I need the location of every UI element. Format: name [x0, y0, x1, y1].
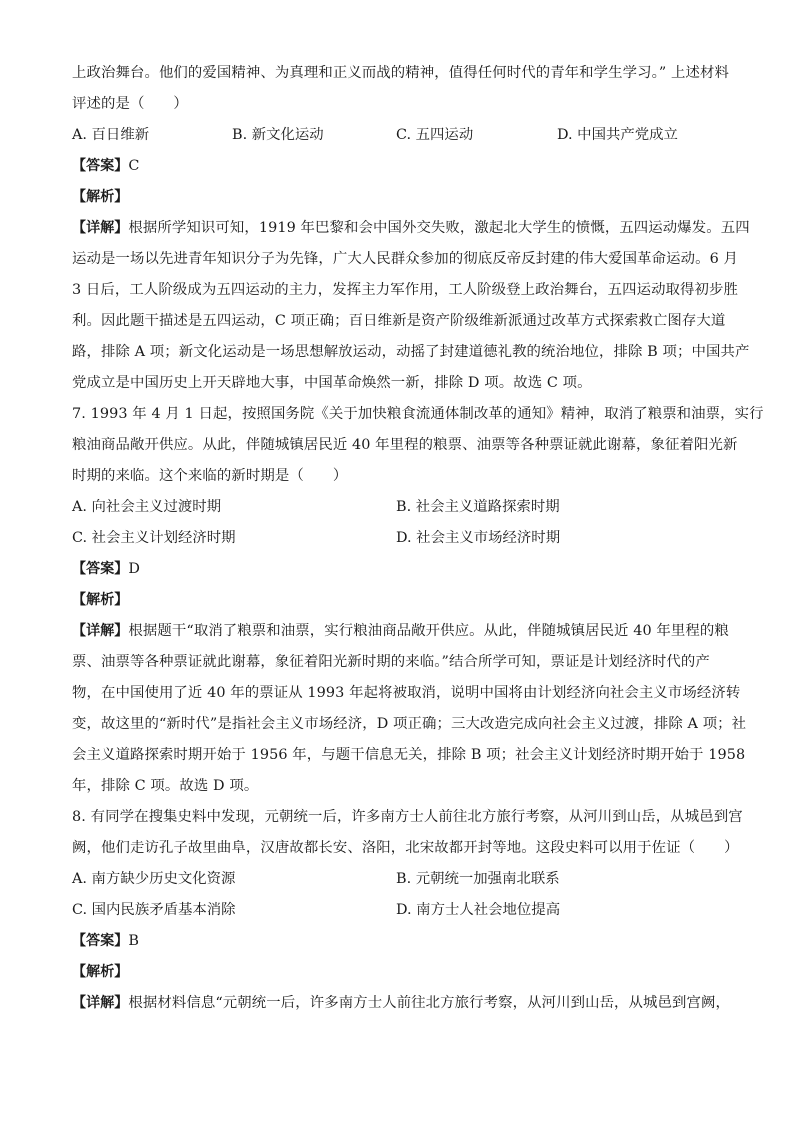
question-stem-line: 评述的是（ ） — [72, 96, 188, 112]
analysis-line — [72, 957, 722, 988]
option-b: B. 元朝统一加强南北联系 — [396, 871, 560, 887]
option-b: B. 社会主义道路探索时期 — [396, 499, 560, 515]
analysis-tag: 【解析】 — [72, 592, 129, 608]
answer-tag: 【答案】 — [72, 561, 129, 577]
detail-line: 利。因此题干描述是五四运动，C 项正确；百日维新是资产阶级维新派通过改革方式探索救亡图存大道 — [72, 313, 726, 329]
answer-value: C — [128, 158, 140, 174]
detail-line: 党成立是中国历史上开天辟地大事，中国革命焕然一新，排除 D 项。故选 C 项。 — [72, 375, 592, 391]
detail-line: 年，排除 C 项。故选 D 项。 — [72, 778, 259, 794]
analysis-tag: 【解析】 — [72, 189, 129, 205]
option-a: A. 百日维新 — [72, 127, 150, 143]
detail-text: 根据材料信息“元朝统一后，许多南方士人前往北方旅行考察，从河川到山岳，从城邑到宫阙， — [128, 995, 730, 1011]
option-c: C. 社会主义计划经济时期 — [72, 530, 236, 546]
option-a: A. 南方缺少历史文化资源 — [72, 871, 236, 887]
answer-tag: 【答案】 — [72, 933, 129, 949]
detail-line: 3 日后，工人阶级成为五四运动的主力，发挥主力军作用，工人阶级登上政治舞台，五四运动取得初步胜 — [72, 282, 739, 298]
answer-tag: 【答案】 — [72, 158, 129, 174]
option-a: A. 向社会主义过渡时期 — [72, 499, 222, 515]
question-stem-line: 阙，他们走访孔子故里曲阜，汉唐故都长安、洛阳，北宋故都开封等地。这段史料可以用于佐证（ ） — [72, 840, 739, 856]
answer-line — [72, 926, 722, 957]
detail-line: 会主义道路探索时期开始于 1956 年，与题干信息无关，排除 B 项；社会主义计划经济时期开始于 1958 — [72, 747, 746, 763]
question-6 — [72, 58, 750, 399]
question-stem-line: 8. 有同学在搜集史料中发现，元朝统一后，许多南方士人前往北方旅行考察，从河川到山岳，从城邑到宫 — [72, 809, 743, 825]
answer-line — [72, 151, 722, 182]
detail-line: 物，在中国使用了近 40 年的票证从 1993 年起将被取消，说明中国将由计划经济向社会主义市场经济转 — [72, 685, 741, 701]
options-row — [72, 120, 722, 151]
detail-line: 票、油票等各种票证就此谢幕，象征着阳光新时期的来临。”结合所学可知，票证是计划经济时代的产 — [72, 654, 710, 670]
detail-tag: 【详解】 — [72, 220, 129, 236]
question-7 — [72, 399, 764, 802]
detail-tag: 【详解】 — [72, 995, 129, 1011]
options-row — [72, 523, 722, 554]
option-d: D. 南方士人社会地位提高 — [396, 902, 561, 918]
detail-line — [72, 616, 729, 647]
analysis-line — [72, 182, 722, 213]
option-b: B. 新文化运动 — [232, 127, 324, 143]
detail-line: 路，排除 A 项；新文化运动是一场思想解放运动，动摇了封建道德礼教的统治地位，排除 B 项；中国共产 — [72, 344, 750, 360]
detail-line — [72, 213, 750, 244]
analysis-line — [72, 585, 722, 616]
detail-line — [72, 988, 730, 1019]
options-row — [72, 895, 722, 926]
option-d: D. 社会主义市场经济时期 — [396, 530, 561, 546]
answer-value: B — [128, 933, 140, 949]
detail-text: 根据所学知识可知，1919 年巴黎和会中国外交失败，激起北大学生的愤慨，五四运动爆发。五四 — [128, 220, 750, 236]
detail-text: 根据题干“取消了粮票和油票，实行粮油商品敞开供应。从此，伴随城镇居民近 40 年里程的粮 — [128, 623, 729, 639]
question-stem-line: 粮油商品敞开供应。从此，伴随城镇居民近 40 年里程的粮票、油票等各种票证就此谢幕，象征着阳光新 — [72, 437, 738, 453]
document-page — [72, 58, 764, 1019]
analysis-tag: 【解析】 — [72, 964, 129, 980]
detail-tag: 【详解】 — [72, 623, 129, 639]
option-c: C. 五四运动 — [396, 127, 474, 143]
options-row — [72, 492, 722, 523]
option-c: C. 国内民族矛盾基本消除 — [72, 902, 236, 918]
answer-value: D — [128, 561, 141, 577]
question-8 — [72, 802, 743, 1019]
detail-line: 运动是一场以先进青年知识分子为先锋，广大人民群众参加的彻底反帝反封建的伟大爱国革命运动。6 月 — [72, 251, 739, 267]
question-stem-line: 时期的来临。这个来临的新时期是（ ） — [72, 468, 348, 484]
answer-line — [72, 554, 722, 585]
detail-line: 变，故这里的“新时代”是指社会主义市场经济，D 项正确；三大改造完成向社会主义过渡，排除 A 项；社 — [72, 716, 747, 732]
question-stem-line: 上政治舞台。他们的爱国精神、为真理和正义而战的精神，值得任何时代的青年和学生学习。” 上述材料 — [72, 65, 730, 81]
question-stem-line: 7. 1993 年 4 月 1 日起，按照国务院《关于加快粮食流通体制改革的通知》精神，取消了粮票和油票，实行 — [72, 406, 764, 422]
options-row — [72, 864, 722, 895]
option-d: D. 中国共产党成立 — [557, 127, 678, 143]
